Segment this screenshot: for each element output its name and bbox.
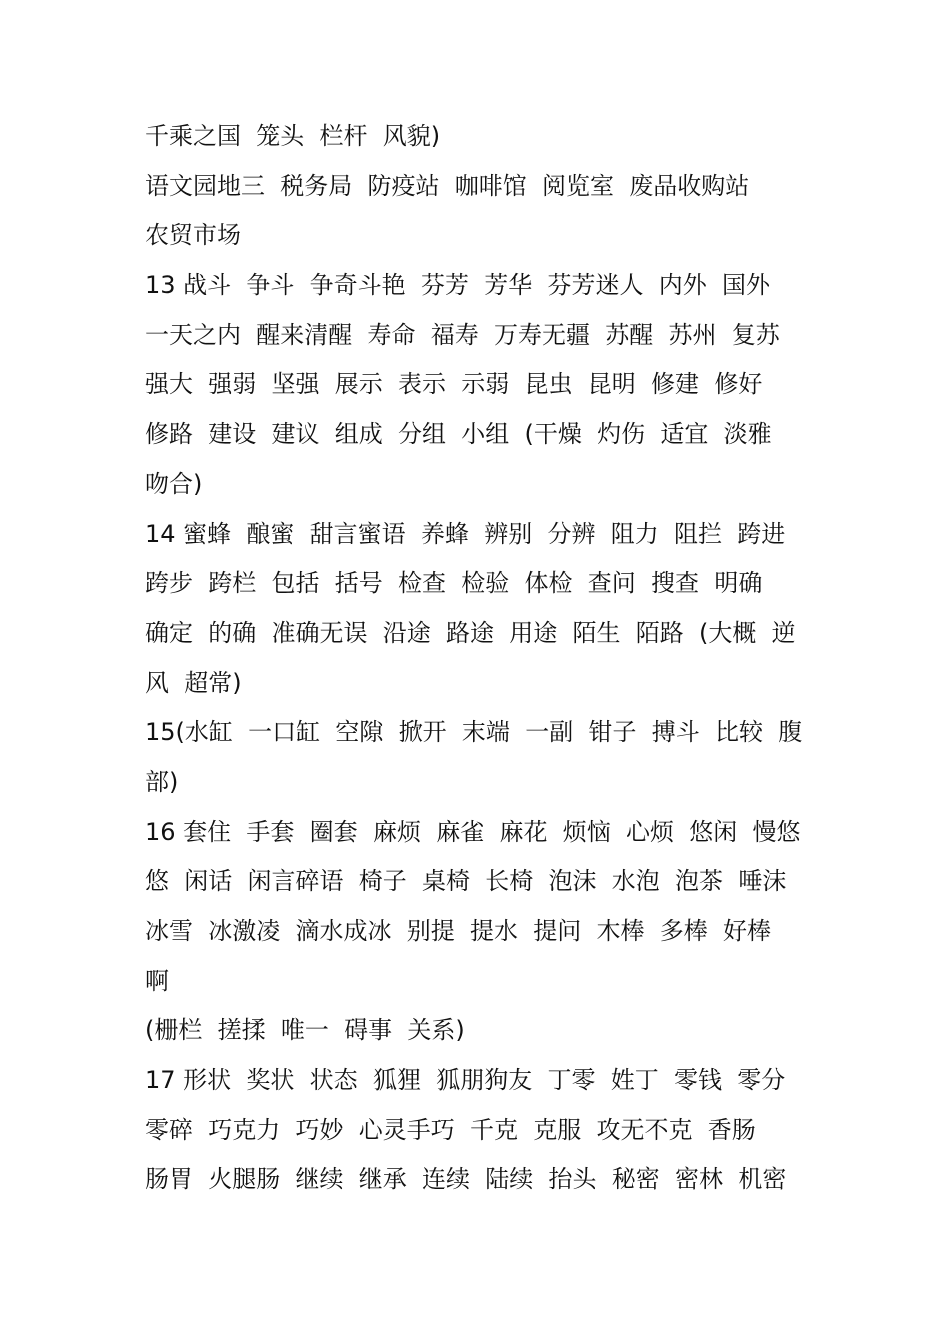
text-line: 风 超常) bbox=[145, 668, 242, 697]
text-line: 农贸市场 bbox=[145, 221, 241, 250]
text-line: 确定 的确 准确无误 沿途 路途 用途 陌生 陌路 (大概 逆 bbox=[145, 618, 796, 647]
text-line: 啊 bbox=[145, 966, 169, 995]
text-line: (栅栏 搓揉 唯一 碍事 关系) bbox=[145, 1016, 465, 1045]
text-line: 16 套住 手套 圈套 麻烦 麻雀 麻花 烦恼 心烦 悠闲 慢悠 bbox=[145, 817, 801, 846]
text-line: 强大 强弱 坚强 展示 表示 示弱 昆虫 昆明 修建 修好 bbox=[145, 370, 763, 399]
text-line: 语文园地三 税务局 防疫站 咖啡馆 阅览室 废品收购站 bbox=[145, 171, 750, 200]
text-line: 15(水缸 一口缸 空隙 掀开 末端 一副 钳子 搏斗 比较 腹 bbox=[145, 718, 803, 747]
text-line: 一天之内 醒来清醒 寿命 福寿 万寿无疆 苏醒 苏州 复苏 bbox=[145, 320, 780, 349]
text-line: 千乘之国 笼头 栏杆 风貌) bbox=[145, 122, 441, 150]
text-line: 吻合) bbox=[145, 469, 203, 498]
text-line: 17 形状 奖状 状态 狐狸 狐朋狗友 丁零 姓丁 零钱 零分 bbox=[145, 1066, 786, 1095]
text-line: 零碎 巧克力 巧妙 心灵手巧 千克 克服 攻无不克 香肠 bbox=[145, 1115, 756, 1144]
text-line: 部) bbox=[145, 767, 179, 796]
text-line: 修路 建设 建议 组成 分组 小组 (干燥 灼伤 适宜 淡雅 bbox=[145, 420, 772, 449]
text-line: 14 蜜蜂 酿蜜 甜言蜜语 养蜂 辨别 分辨 阻力 阻拦 跨进 bbox=[145, 519, 786, 548]
text-line: 肠胃 火腿肠 继续 继承 连续 陆续 抬头 秘密 密林 机密 bbox=[145, 1165, 787, 1194]
text-line: 13 战斗 争斗 争奇斗艳 芬芳 芳华 芬芳迷人 内外 国外 bbox=[145, 271, 770, 300]
text-line: 跨步 跨栏 包括 括号 检查 检验 体检 查问 搜查 明确 bbox=[145, 569, 763, 598]
vocabulary-text bbox=[145, 112, 815, 1205]
text-line: 悠 闲话 闲言碎语 椅子 桌椅 长椅 泡沫 水泡 泡茶 唾沫 bbox=[145, 867, 787, 896]
text-line: 冰雪 冰激凌 滴水成冰 别提 提水 提问 木棒 多棒 好棒 bbox=[145, 917, 772, 945]
